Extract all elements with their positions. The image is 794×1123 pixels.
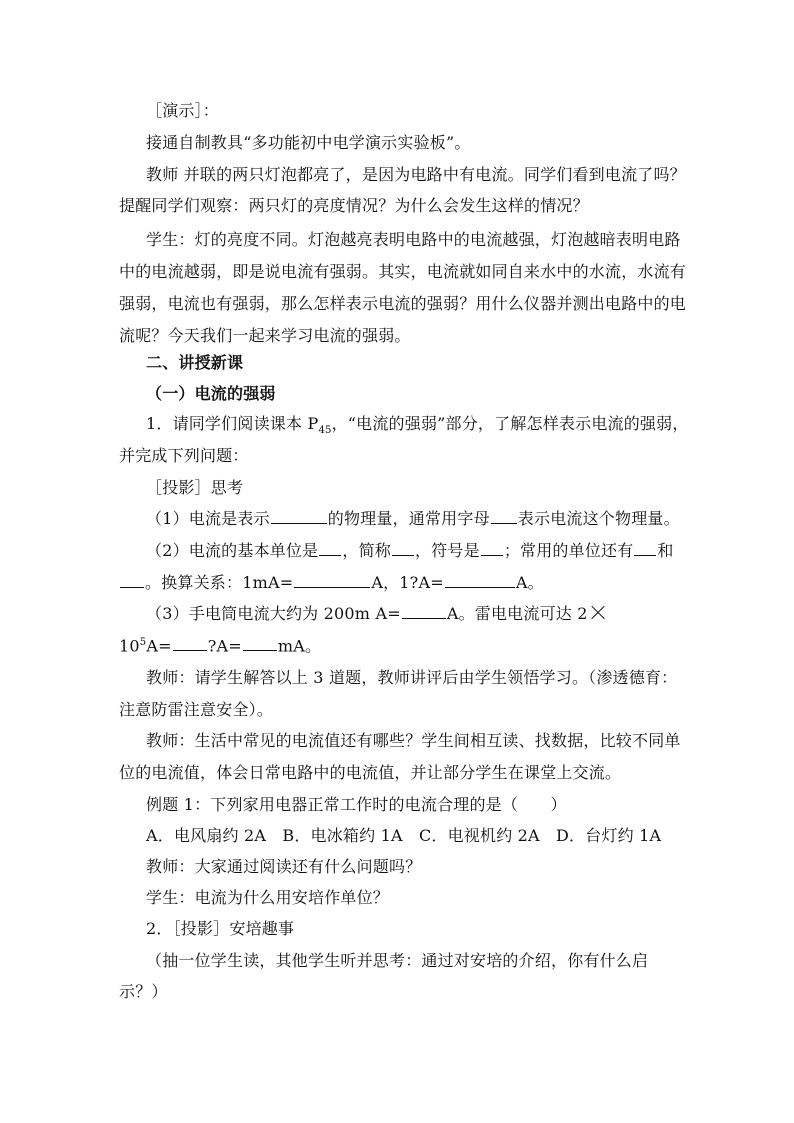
teacher-paragraph-1-line-2: 提醒同学们观察：两只灯的亮度情况？为什么会发生这样的情况？ [119,196,589,215]
answer-blank[interactable] [402,604,446,619]
student-question: 学生：电流为什么用安培作单位？ [146,888,390,907]
answer-blank[interactable] [243,636,277,651]
problem-2-text-d: ；常用的单位还有 [503,541,634,560]
answer-blank[interactable] [120,573,144,588]
answer-blank[interactable] [634,541,656,556]
teacher-question: 教师：大家通过阅读还有什么问题吗？ [146,857,422,876]
problem-3-text-d: A= [146,636,172,656]
problem-2-text-f: 。换算关系：1mA= [145,573,294,592]
student-paragraph-1-line-4: 流呢？今天我们一起来学习电流的强弱。 [119,326,411,345]
question-1-line-1 [146,413,689,442]
problem-1 [146,508,680,530]
teacher-paragraph-3-line-2: 位的电流值，体会日常电路中的电流值，并让部分学生在课堂上交流。 [119,763,622,782]
problem-1-text-c: 表示电流这个物理量。 [517,509,680,528]
problem-3-line-1 [146,603,606,625]
example-1-question: 例题 1：下列家用电器正常工作时的电流合理的是（ ） [146,795,567,814]
problem-1-text-b: 的物理量，通常用字母 [327,509,490,528]
problem-3-text-e: ?A= [207,636,242,656]
teacher-paragraph-3-line-1: 教师：生活中常见的电流值还有哪些？学生间相互读、找数据，比较不同单 [146,731,681,750]
section-heading-2: 二、讲授新课 [146,353,244,372]
page-subscript: 45 [318,425,332,437]
student-paragraph-1-line-1: 学生：灯的亮度不同。灯泡越亮表明电路中的电流越强，灯泡越暗表明电路 [146,230,681,249]
example-1-options: A．电风扇约 2A B．电冰箱约 1A C．电视机约 2A D．台灯约 1A [146,826,662,845]
problem-2-text-c: ，符号是 [415,541,480,560]
problem-2-text-g: A，1?A= [371,573,444,592]
problem-2-text-a: （2）电流的基本单位是 [146,541,319,560]
answer-blank[interactable] [481,541,503,556]
answer-blank[interactable] [319,541,341,556]
answer-blank[interactable] [294,573,370,588]
problem-2-text-h: A。 [515,573,544,592]
subsection-heading-1: （一）电流的强弱 [146,384,276,403]
answer-blank[interactable] [445,573,515,588]
problem-1-text-a: （1）电流是表示 [146,509,270,528]
teacher-paragraph-1-line-1: 教师 并联的两只灯泡都亮了，是因为电路中有电流。同学们看到电流了吗？ [146,165,686,184]
teacher-paragraph-2-line-1: 教师：请学生解答以上 3 道题，教师讲评后由学生领悟学习。（渗透德育： [146,668,678,687]
multiply-sign-icon [590,605,606,621]
problem-3-line-2 [119,632,321,657]
problem-3-text-a: （3）手电筒电流大约为 200m A= [146,604,401,623]
student-paragraph-1-line-3: 强弱，电流也有强弱，那么怎样表示电流的强弱？用什么仪器并测出电路中的电 [119,294,687,313]
teacher-paragraph-2-line-2: 注意防雷注意安全）。 [119,700,274,719]
answer-blank[interactable] [173,636,207,651]
answer-blank[interactable] [491,509,517,524]
problem-2-text-e: 和 [657,541,674,560]
question-2-line-1: （抽一位学生读，其他学生听并思考：通过对安培的介绍，你有什么启 [146,951,649,970]
problem-2-line-2 [119,572,544,594]
student-paragraph-1-line-2: 中的电流越弱，即是说电流有强弱。其实，电流就如同自来水中的水流，水流有 [119,262,687,281]
problem-3-text-c: 10 [119,636,140,656]
demo-text: 接通自制教具“多功能初中电学演示实验板”。 [146,133,471,152]
problem-3-text-b: A。雷电电流可达 2 [446,604,588,623]
question-1-text-a: 1．请同学们阅读课本 P [146,414,319,433]
question-2-heading: 2．［投影］安培趣事 [146,919,295,938]
answer-blank[interactable] [271,509,327,524]
demo-label: ［演示］： [146,101,220,120]
question-2-line-2: 示？） [119,982,168,1001]
projection-think: ［投影］思考 [146,478,244,497]
question-1-text-b: ，“电流的强弱”部分，了解怎样表示电流的强弱， [331,414,689,433]
problem-3-text-f: mA。 [277,636,322,656]
problem-2-text-b: ，简称 [342,541,391,560]
exponent: 5 [139,637,147,648]
answer-blank[interactable] [392,541,414,556]
problem-2-line-1 [146,540,674,562]
question-1-line-2: 并完成下列问题： [119,446,249,465]
